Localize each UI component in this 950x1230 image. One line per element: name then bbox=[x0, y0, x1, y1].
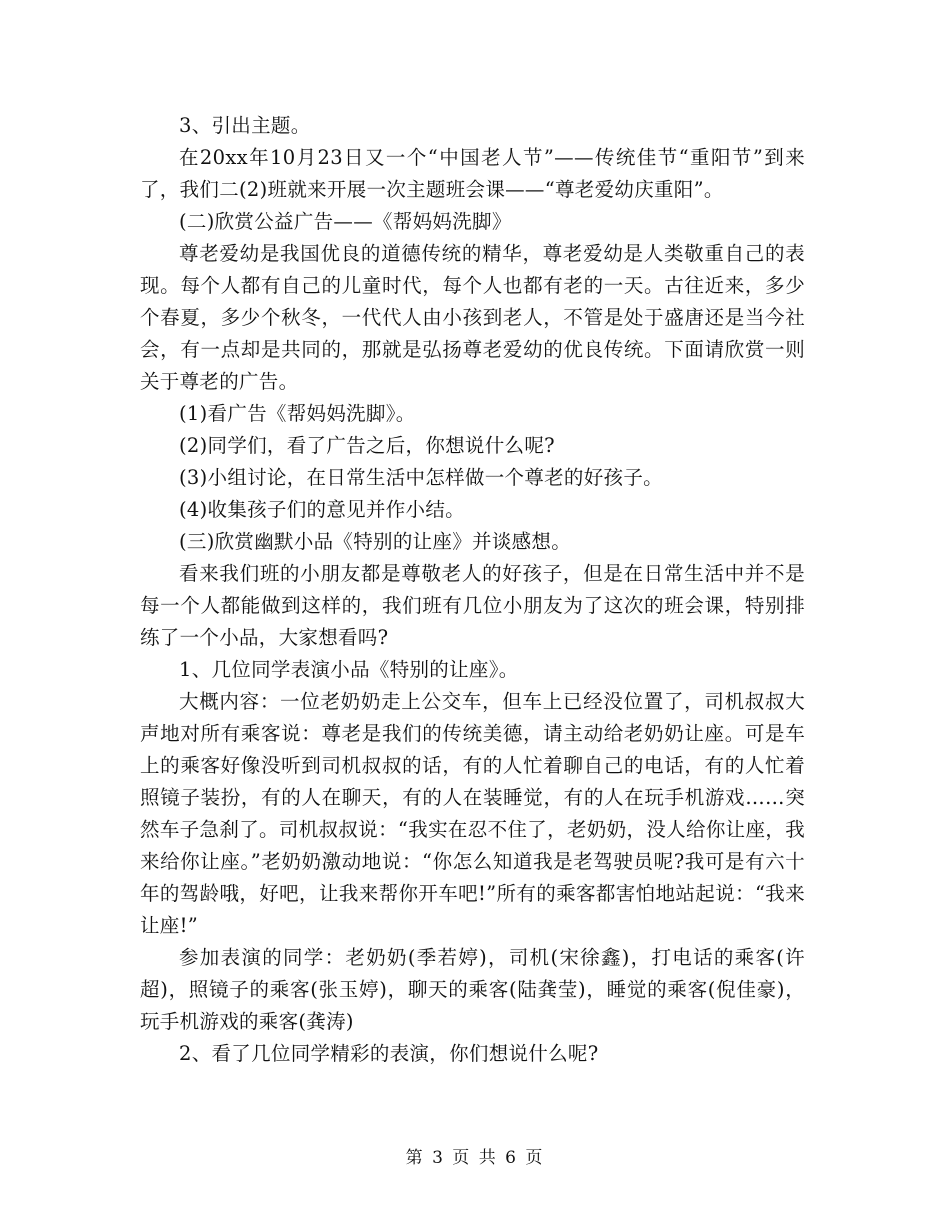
paragraph-step-3: 3、引出主题。 bbox=[179, 114, 311, 137]
paragraph-skit-intro: 看来我们班的小朋友都是尊敬老人的好孩子，但是在日常生活中并不是每一个人都能做到这样的，我们班有几位小朋友为了这次的班会课，特别排练了一个小品，大家想看吗? bbox=[140, 562, 805, 649]
page-number: 第 3 页 共 6 页 bbox=[405, 1148, 545, 1168]
step-2-discuss: 2、看了几位同学精彩的表演，你们想说什么呢? bbox=[179, 1042, 599, 1065]
paragraph-respect: 尊老爱幼是我国优良的道德传统的精华，尊老爱幼是人类敬重自己的表现。每个人都有自己的儿童时代，每个人也都有老的一天。古往近来，多少个春夏，多少个秋冬，一代代人由小孩到老人，不管是处于盛唐还是当今社会，有一点却是共同的，那就是弘扬尊老爱幼的优良传统。下面请欣赏一则关于尊老的广告。 bbox=[140, 242, 805, 393]
list-item-4: (4)收集孩子们的意见并作小结。 bbox=[179, 498, 465, 521]
list-item-1: (1)看广告《帮妈妈洗脚》。 bbox=[179, 402, 416, 425]
section-heading-ad: (二)欣赏公益广告——《帮妈妈洗脚》 bbox=[179, 210, 512, 233]
document-body bbox=[140, 110, 805, 1070]
paragraph-cast: 参加表演的同学：老奶奶(季若婷)，司机(宋徐鑫)，打电话的乘客(许超)，照镜子的乘客(张玉婷)，聊天的乘客(陆龚莹)，睡觉的乘客(倪佳豪)，玩手机游戏的乘客(龚涛) bbox=[140, 946, 805, 1033]
paragraph-skit-content: 大概内容：一位老奶奶走上公交车，但车上已经没位置了，司机叔叔大声地对所有乘客说：尊老是我们的传统美德，请主动给老奶奶让座。可是车上的乘客好像没听到司机叔叔的话，有的人忙着聊自己的电话，有的人忙着照镜子装扮，有的人在聊天，有的人在装睡觉，有的人在玩手机游戏……突然车子急刹了。司机叔叔说：“我实在忍不住了，老奶奶，没人给你让座，我来给你让座。”老奶奶激动地说：“你怎么知道我是老驾驶员呢?我可是有六十年的驾龄哦，好吧，让我来帮你开车吧!”所有的乘客都害怕地站起说：“我来让座!” bbox=[140, 690, 805, 937]
step-1-perform: 1、几位同学表演小品《特别的让座》。 bbox=[179, 658, 519, 681]
list-item-2: (2)同学们，看了广告之后，你想说什么呢? bbox=[179, 434, 555, 457]
list-item-3: (3)小组讨论，在日常生活中怎样做一个尊老的好孩子。 bbox=[179, 466, 663, 489]
section-heading-skit: (三)欣赏幽默小品《特别的让座》并谈感想。 bbox=[179, 530, 572, 553]
paragraph-intro: 在20xx年10月23日又一个“中国老人节”——传统佳节“重阳节”到来了，我们二(2)班就来开展一次主题班会课——“尊老爱幼庆重阳”。 bbox=[140, 146, 805, 201]
